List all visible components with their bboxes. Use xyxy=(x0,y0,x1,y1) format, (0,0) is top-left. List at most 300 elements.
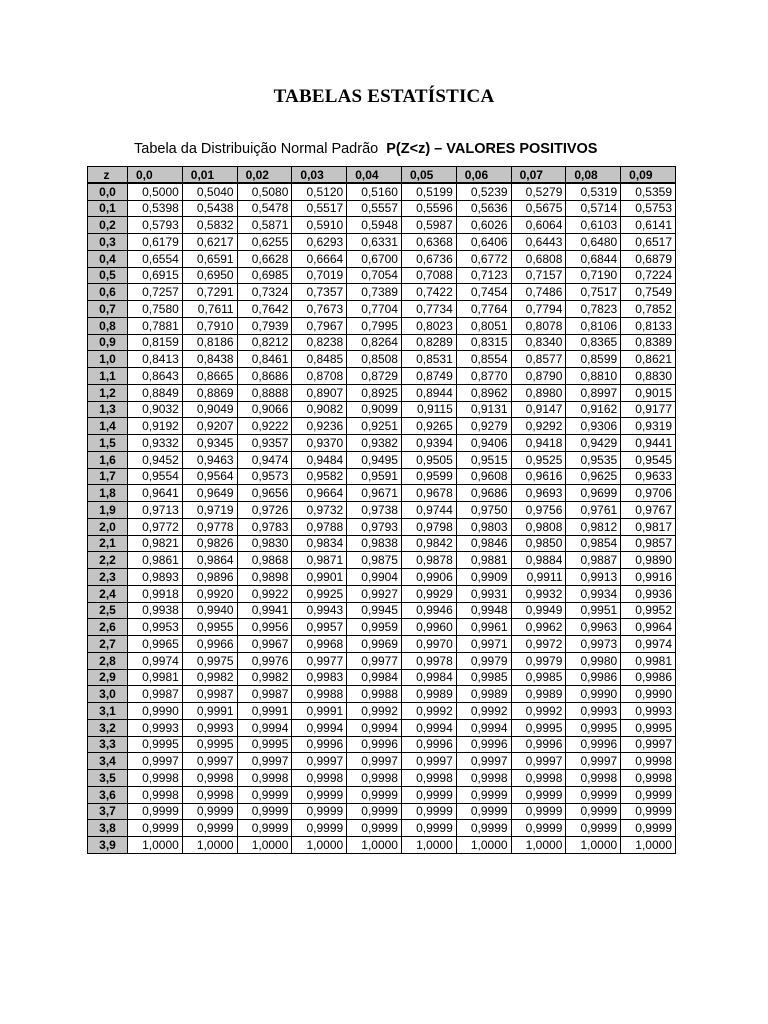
row-header-z: 2,9 xyxy=(88,669,128,686)
table-cell: 0,9998 xyxy=(182,770,237,787)
table-cell: 0,7995 xyxy=(347,317,402,334)
table-cell: 0,9616 xyxy=(511,468,566,485)
table-cell: 0,9429 xyxy=(566,435,621,452)
table-cell: 0,9830 xyxy=(237,535,292,552)
table-cell: 0,9970 xyxy=(401,636,456,653)
table-cell: 0,9999 xyxy=(621,820,676,837)
table-cell: 0,9985 xyxy=(456,669,511,686)
table-cell: 0,9082 xyxy=(292,401,347,418)
table-cell: 0,9969 xyxy=(347,636,402,653)
table-cell: 0,9995 xyxy=(237,736,292,753)
table-cell: 0,8461 xyxy=(237,351,292,368)
table-cell: 0,9999 xyxy=(401,803,456,820)
row-header-z: 1,6 xyxy=(88,451,128,468)
table-cell: 0,9998 xyxy=(621,770,676,787)
table-cell: 0,8621 xyxy=(621,351,676,368)
table-cell: 0,9991 xyxy=(292,703,347,720)
table-cell: 0,9850 xyxy=(511,535,566,552)
table-cell: 0,9505 xyxy=(401,451,456,468)
column-header: 0,05 xyxy=(401,167,456,184)
table-cell: 0,9975 xyxy=(182,652,237,669)
table-cell: 0,9582 xyxy=(292,468,347,485)
table-cell: 0,9989 xyxy=(401,686,456,703)
table-cell: 0,6844 xyxy=(566,250,621,267)
table-cell: 0,9945 xyxy=(347,602,402,619)
table-cell: 0,9279 xyxy=(456,418,511,435)
table-cell: 0,8643 xyxy=(128,368,183,385)
table-cell: 0,9554 xyxy=(128,468,183,485)
table-cell: 1,0000 xyxy=(511,837,566,854)
table-cell: 0,8729 xyxy=(347,368,402,385)
document-title: TABELAS ESTATÍSTICA xyxy=(273,86,495,107)
table-cell: 0,9693 xyxy=(511,485,566,502)
table-cell: 0,9898 xyxy=(237,569,292,586)
table-cell: 0,9207 xyxy=(182,418,237,435)
table-cell: 0,8133 xyxy=(621,317,676,334)
table-cell: 0,8790 xyxy=(511,368,566,385)
table-cell: 0,9641 xyxy=(128,485,183,502)
column-header: 0,0 xyxy=(128,167,183,184)
row-header-z: 3,1 xyxy=(88,703,128,720)
table-cell: 0,5596 xyxy=(401,200,456,217)
row-header-z: 3,6 xyxy=(88,786,128,803)
table-cell: 1,0000 xyxy=(621,837,676,854)
table-cell: 0,9994 xyxy=(401,719,456,736)
table-cell: 0,9974 xyxy=(621,636,676,653)
table-cell: 0,8830 xyxy=(621,368,676,385)
table-caption xyxy=(134,141,597,157)
table-cell: 0,9066 xyxy=(237,401,292,418)
table-cell: 0,5871 xyxy=(237,217,292,234)
table-cell: 0,9995 xyxy=(182,736,237,753)
table-cell: 0,9990 xyxy=(566,686,621,703)
table-cell: 0,9756 xyxy=(511,502,566,519)
table-row xyxy=(88,736,676,753)
table-cell: 0,8665 xyxy=(182,368,237,385)
table-cell: 0,9929 xyxy=(401,585,456,602)
table-cell: 0,9955 xyxy=(182,619,237,636)
table-cell: 0,7291 xyxy=(182,284,237,301)
row-header-z: 3,9 xyxy=(88,837,128,854)
table-cell: 0,9699 xyxy=(566,485,621,502)
table-cell: 0,9988 xyxy=(347,686,402,703)
table-cell: 0,6772 xyxy=(456,250,511,267)
table-cell: 0,9664 xyxy=(292,485,347,502)
table-cell: 0,7224 xyxy=(621,267,676,284)
table-cell: 0,7123 xyxy=(456,267,511,284)
table-cell: 0,8389 xyxy=(621,334,676,351)
table-cell: 0,9997 xyxy=(292,753,347,770)
table-cell: 0,9990 xyxy=(128,703,183,720)
table-cell: 0,7673 xyxy=(292,301,347,318)
row-header-z: 3,8 xyxy=(88,820,128,837)
column-header: 0,03 xyxy=(292,167,347,184)
table-row xyxy=(88,652,676,669)
table-cell: 0,8106 xyxy=(566,317,621,334)
row-header-z: 3,0 xyxy=(88,686,128,703)
table-cell: 0,9997 xyxy=(347,753,402,770)
table-cell: 0,9931 xyxy=(456,585,511,602)
table-cell: 0,9861 xyxy=(128,552,183,569)
table-cell: 0,7454 xyxy=(456,284,511,301)
table-row xyxy=(88,703,676,720)
table-cell: 0,9998 xyxy=(182,786,237,803)
table-cell: 0,9842 xyxy=(401,535,456,552)
table-cell: 0,8599 xyxy=(566,351,621,368)
column-header: 0,04 xyxy=(347,167,402,184)
table-cell: 0,9906 xyxy=(401,569,456,586)
table-cell: 0,6736 xyxy=(401,250,456,267)
table-cell: 0,9999 xyxy=(456,820,511,837)
table-cell: 0,7580 xyxy=(128,301,183,318)
table-cell: 0,8980 xyxy=(511,384,566,401)
table-cell: 0,5793 xyxy=(128,217,183,234)
table-cell: 0,9998 xyxy=(292,770,347,787)
column-header: 0,09 xyxy=(621,167,676,184)
table-cell: 0,9997 xyxy=(128,753,183,770)
table-cell: 0,9719 xyxy=(182,502,237,519)
table-cell: 0,9957 xyxy=(292,619,347,636)
table-cell: 0,9999 xyxy=(237,803,292,820)
table-cell: 0,9995 xyxy=(566,719,621,736)
row-header-z: 2,5 xyxy=(88,602,128,619)
table-cell: 0,9999 xyxy=(237,820,292,837)
table-cell: 0,5040 xyxy=(182,183,237,200)
table-cell: 1,0000 xyxy=(566,837,621,854)
table-cell: 0,9999 xyxy=(292,820,347,837)
table-cell: 0,5080 xyxy=(237,183,292,200)
table-cell: 0,5239 xyxy=(456,183,511,200)
table-cell: 0,8078 xyxy=(511,317,566,334)
table-cell: 0,5714 xyxy=(566,200,621,217)
table-cell: 0,6664 xyxy=(292,250,347,267)
table-cell: 0,9591 xyxy=(347,468,402,485)
table-cell: 0,9783 xyxy=(237,518,292,535)
table-cell: 0,9982 xyxy=(182,669,237,686)
table-cell: 0,7486 xyxy=(511,284,566,301)
table-cell: 0,9868 xyxy=(237,552,292,569)
table-cell: 0,9978 xyxy=(401,652,456,669)
table-cell: 0,9678 xyxy=(401,485,456,502)
table-cell: 0,9981 xyxy=(621,652,676,669)
table-cell: 0,7852 xyxy=(621,301,676,318)
table-cell: 0,9015 xyxy=(621,384,676,401)
row-header-z: 3,5 xyxy=(88,770,128,787)
row-header-z: 0,1 xyxy=(88,200,128,217)
table-cell: 0,9997 xyxy=(566,753,621,770)
table-cell: 0,9913 xyxy=(566,569,621,586)
table-row xyxy=(88,837,676,854)
caption-formula: P(Z<z) – VALORES POSITIVOS xyxy=(386,141,598,157)
table-cell: 0,5398 xyxy=(128,200,183,217)
table-cell: 0,9943 xyxy=(292,602,347,619)
table-row xyxy=(88,803,676,820)
table-cell: 0,9370 xyxy=(292,435,347,452)
table-cell: 0,9998 xyxy=(347,770,402,787)
table-cell: 0,8186 xyxy=(182,334,237,351)
table-cell: 0,9265 xyxy=(401,418,456,435)
row-header-z: 3,7 xyxy=(88,803,128,820)
table-cell: 0,6179 xyxy=(128,234,183,251)
table-cell: 0,9049 xyxy=(182,401,237,418)
table-row xyxy=(88,418,676,435)
table-cell: 0,9767 xyxy=(621,502,676,519)
table-cell: 0,7422 xyxy=(401,284,456,301)
table-cell: 0,9192 xyxy=(128,418,183,435)
table-cell: 0,9884 xyxy=(511,552,566,569)
table-row xyxy=(88,468,676,485)
table-cell: 0,9997 xyxy=(456,753,511,770)
table-cell: 0,6554 xyxy=(128,250,183,267)
table-cell: 0,9952 xyxy=(621,602,676,619)
table-cell: 0,9772 xyxy=(128,518,183,535)
table-cell: 0,5987 xyxy=(401,217,456,234)
table-cell: 0,9857 xyxy=(621,535,676,552)
table-cell: 0,9986 xyxy=(566,669,621,686)
column-header: 0,01 xyxy=(182,167,237,184)
table-cell: 0,7611 xyxy=(182,301,237,318)
row-header-z: 1,8 xyxy=(88,485,128,502)
column-header: 0,02 xyxy=(237,167,292,184)
table-cell: 0,5438 xyxy=(182,200,237,217)
normal-distribution-table xyxy=(87,166,676,854)
row-header-z: 2,3 xyxy=(88,569,128,586)
row-header-z: 0,4 xyxy=(88,250,128,267)
table-cell: 0,8508 xyxy=(347,351,402,368)
table-cell: 0,9998 xyxy=(511,770,566,787)
table-cell: 0,9896 xyxy=(182,569,237,586)
table-row xyxy=(88,217,676,234)
table-cell: 0,9999 xyxy=(182,820,237,837)
table-cell: 0,8749 xyxy=(401,368,456,385)
table-row xyxy=(88,234,676,251)
table-cell: 0,9987 xyxy=(237,686,292,703)
table-cell: 0,9222 xyxy=(237,418,292,435)
table-row xyxy=(88,619,676,636)
row-header-z: 0,9 xyxy=(88,334,128,351)
table-cell: 0,9474 xyxy=(237,451,292,468)
table-cell: 0,9099 xyxy=(347,401,402,418)
row-header-z: 2,7 xyxy=(88,636,128,653)
table-cell: 0,9875 xyxy=(347,552,402,569)
table-row xyxy=(88,719,676,736)
table-row xyxy=(88,351,676,368)
table-cell: 0,9999 xyxy=(401,786,456,803)
table-row xyxy=(88,518,676,535)
table-cell: 0,9345 xyxy=(182,435,237,452)
table-cell: 0,9292 xyxy=(511,418,566,435)
table-cell: 0,9984 xyxy=(401,669,456,686)
table-cell: 0,9808 xyxy=(511,518,566,535)
row-header-z: 0,8 xyxy=(88,317,128,334)
table-cell: 0,9991 xyxy=(237,703,292,720)
table-row xyxy=(88,552,676,569)
table-cell: 0,9599 xyxy=(401,468,456,485)
table-cell: 0,7734 xyxy=(401,301,456,318)
table-cell: 0,5160 xyxy=(347,183,402,200)
table-cell: 0,9987 xyxy=(182,686,237,703)
table-cell: 0,9967 xyxy=(237,636,292,653)
table-cell: 0,8289 xyxy=(401,334,456,351)
table-cell: 0,9994 xyxy=(292,719,347,736)
table-row xyxy=(88,602,676,619)
table-cell: 0,6985 xyxy=(237,267,292,284)
table-cell: 0,9871 xyxy=(292,552,347,569)
table-row xyxy=(88,820,676,837)
table-cell: 0,9996 xyxy=(511,736,566,753)
table-cell: 0,9986 xyxy=(621,669,676,686)
table-cell: 0,9938 xyxy=(128,602,183,619)
table-cell: 0,6591 xyxy=(182,250,237,267)
table-cell: 0,9236 xyxy=(292,418,347,435)
table-cell: 0,5319 xyxy=(566,183,621,200)
table-cell: 0,9999 xyxy=(456,803,511,820)
table-cell: 0,9984 xyxy=(347,669,402,686)
table-cell: 0,6255 xyxy=(237,234,292,251)
table-cell: 0,9890 xyxy=(621,552,676,569)
table-cell: 0,6950 xyxy=(182,267,237,284)
table-cell: 0,8023 xyxy=(401,317,456,334)
table-cell: 1,0000 xyxy=(128,837,183,854)
table-cell: 0,9515 xyxy=(456,451,511,468)
table-cell: 0,8849 xyxy=(128,384,183,401)
table-cell: 0,9979 xyxy=(456,652,511,669)
table-row xyxy=(88,301,676,318)
table-cell: 0,6217 xyxy=(182,234,237,251)
table-cell: 0,9608 xyxy=(456,468,511,485)
table-cell: 0,8708 xyxy=(292,368,347,385)
table-cell: 0,9115 xyxy=(401,401,456,418)
table-cell: 0,9999 xyxy=(292,786,347,803)
table-cell: 0,9987 xyxy=(128,686,183,703)
table-cell: 0,7764 xyxy=(456,301,511,318)
table-cell: 0,9999 xyxy=(182,803,237,820)
table-cell: 0,9744 xyxy=(401,502,456,519)
table-cell: 0,9545 xyxy=(621,451,676,468)
table-row xyxy=(88,267,676,284)
table-cell: 0,9981 xyxy=(128,669,183,686)
table-row xyxy=(88,334,676,351)
table-cell: 0,9932 xyxy=(511,585,566,602)
table-cell: 0,7642 xyxy=(237,301,292,318)
row-header-z: 3,2 xyxy=(88,719,128,736)
table-row xyxy=(88,585,676,602)
table-cell: 0,9995 xyxy=(621,719,676,736)
table-cell: 0,9974 xyxy=(128,652,183,669)
table-cell: 0,9357 xyxy=(237,435,292,452)
table-cell: 0,6406 xyxy=(456,234,511,251)
table-cell: 0,5910 xyxy=(292,217,347,234)
table-cell: 0,9998 xyxy=(401,770,456,787)
table-cell: 0,8554 xyxy=(456,351,511,368)
table-cell: 0,5675 xyxy=(511,200,566,217)
table-cell: 0,7054 xyxy=(347,267,402,284)
row-header-z: 1,3 xyxy=(88,401,128,418)
table-cell: 0,9999 xyxy=(511,786,566,803)
table-cell: 0,9177 xyxy=(621,401,676,418)
table-cell: 0,6879 xyxy=(621,250,676,267)
table-cell: 0,9649 xyxy=(182,485,237,502)
table-row xyxy=(88,569,676,586)
table-cell: 0,9999 xyxy=(401,820,456,837)
row-header-z: 0,6 xyxy=(88,284,128,301)
table-cell: 0,9812 xyxy=(566,518,621,535)
table-cell: 0,9916 xyxy=(621,569,676,586)
column-header: 0,06 xyxy=(456,167,511,184)
table-cell: 0,9936 xyxy=(621,585,676,602)
table-cell: 0,9997 xyxy=(182,753,237,770)
table-cell: 0,9962 xyxy=(511,619,566,636)
table-cell: 0,9989 xyxy=(456,686,511,703)
table-cell: 0,9999 xyxy=(347,803,402,820)
table-row xyxy=(88,317,676,334)
table-cell: 0,9992 xyxy=(456,703,511,720)
table-cell: 0,9817 xyxy=(621,518,676,535)
table-cell: 0,9750 xyxy=(456,502,511,519)
table-cell: 0,7019 xyxy=(292,267,347,284)
table-cell: 0,9911 xyxy=(511,569,566,586)
table-cell: 0,8962 xyxy=(456,384,511,401)
row-header-z: 0,5 xyxy=(88,267,128,284)
table-cell: 0,9761 xyxy=(566,502,621,519)
row-header-z: 1,1 xyxy=(88,368,128,385)
table-cell: 0,9999 xyxy=(566,803,621,820)
table-cell: 0,6628 xyxy=(237,250,292,267)
table-cell: 0,8238 xyxy=(292,334,347,351)
table-cell: 0,8159 xyxy=(128,334,183,351)
table-row xyxy=(88,200,676,217)
row-header-z: 2,2 xyxy=(88,552,128,569)
table-cell: 0,9732 xyxy=(292,502,347,519)
table-cell: 0,9959 xyxy=(347,619,402,636)
table-cell: 0,9778 xyxy=(182,518,237,535)
table-cell: 0,9951 xyxy=(566,602,621,619)
corner-header-z: z xyxy=(88,167,128,184)
table-cell: 0,5557 xyxy=(347,200,402,217)
table-cell: 0,6700 xyxy=(347,250,402,267)
table-cell: 0,9909 xyxy=(456,569,511,586)
table-header xyxy=(88,167,676,184)
table-cell: 0,9995 xyxy=(128,736,183,753)
table-cell: 0,9998 xyxy=(566,770,621,787)
table-cell: 0,9999 xyxy=(292,803,347,820)
table-cell: 0,9989 xyxy=(511,686,566,703)
table-cell: 0,9788 xyxy=(292,518,347,535)
table-cell: 0,9997 xyxy=(621,736,676,753)
table-cell: 0,9998 xyxy=(456,770,511,787)
table-cell: 0,9982 xyxy=(237,669,292,686)
table-cell: 0,7357 xyxy=(292,284,347,301)
table-cell: 0,7389 xyxy=(347,284,402,301)
table-cell: 0,9960 xyxy=(401,619,456,636)
table-cell: 0,9996 xyxy=(292,736,347,753)
table-cell: 0,9993 xyxy=(182,719,237,736)
table-cell: 0,5517 xyxy=(292,200,347,217)
table-cell: 0,9925 xyxy=(292,585,347,602)
table-cell: 0,9994 xyxy=(456,719,511,736)
table-cell: 0,9953 xyxy=(128,619,183,636)
table-cell: 0,9484 xyxy=(292,451,347,468)
table-cell: 0,9999 xyxy=(511,820,566,837)
table-cell: 1,0000 xyxy=(292,837,347,854)
table-cell: 0,9821 xyxy=(128,535,183,552)
table-cell: 0,9983 xyxy=(292,669,347,686)
table-cell: 0,9394 xyxy=(401,435,456,452)
table-cell: 0,9996 xyxy=(347,736,402,753)
table-cell: 0,9968 xyxy=(292,636,347,653)
table-cell: 0,8869 xyxy=(182,384,237,401)
table-cell: 0,9671 xyxy=(347,485,402,502)
